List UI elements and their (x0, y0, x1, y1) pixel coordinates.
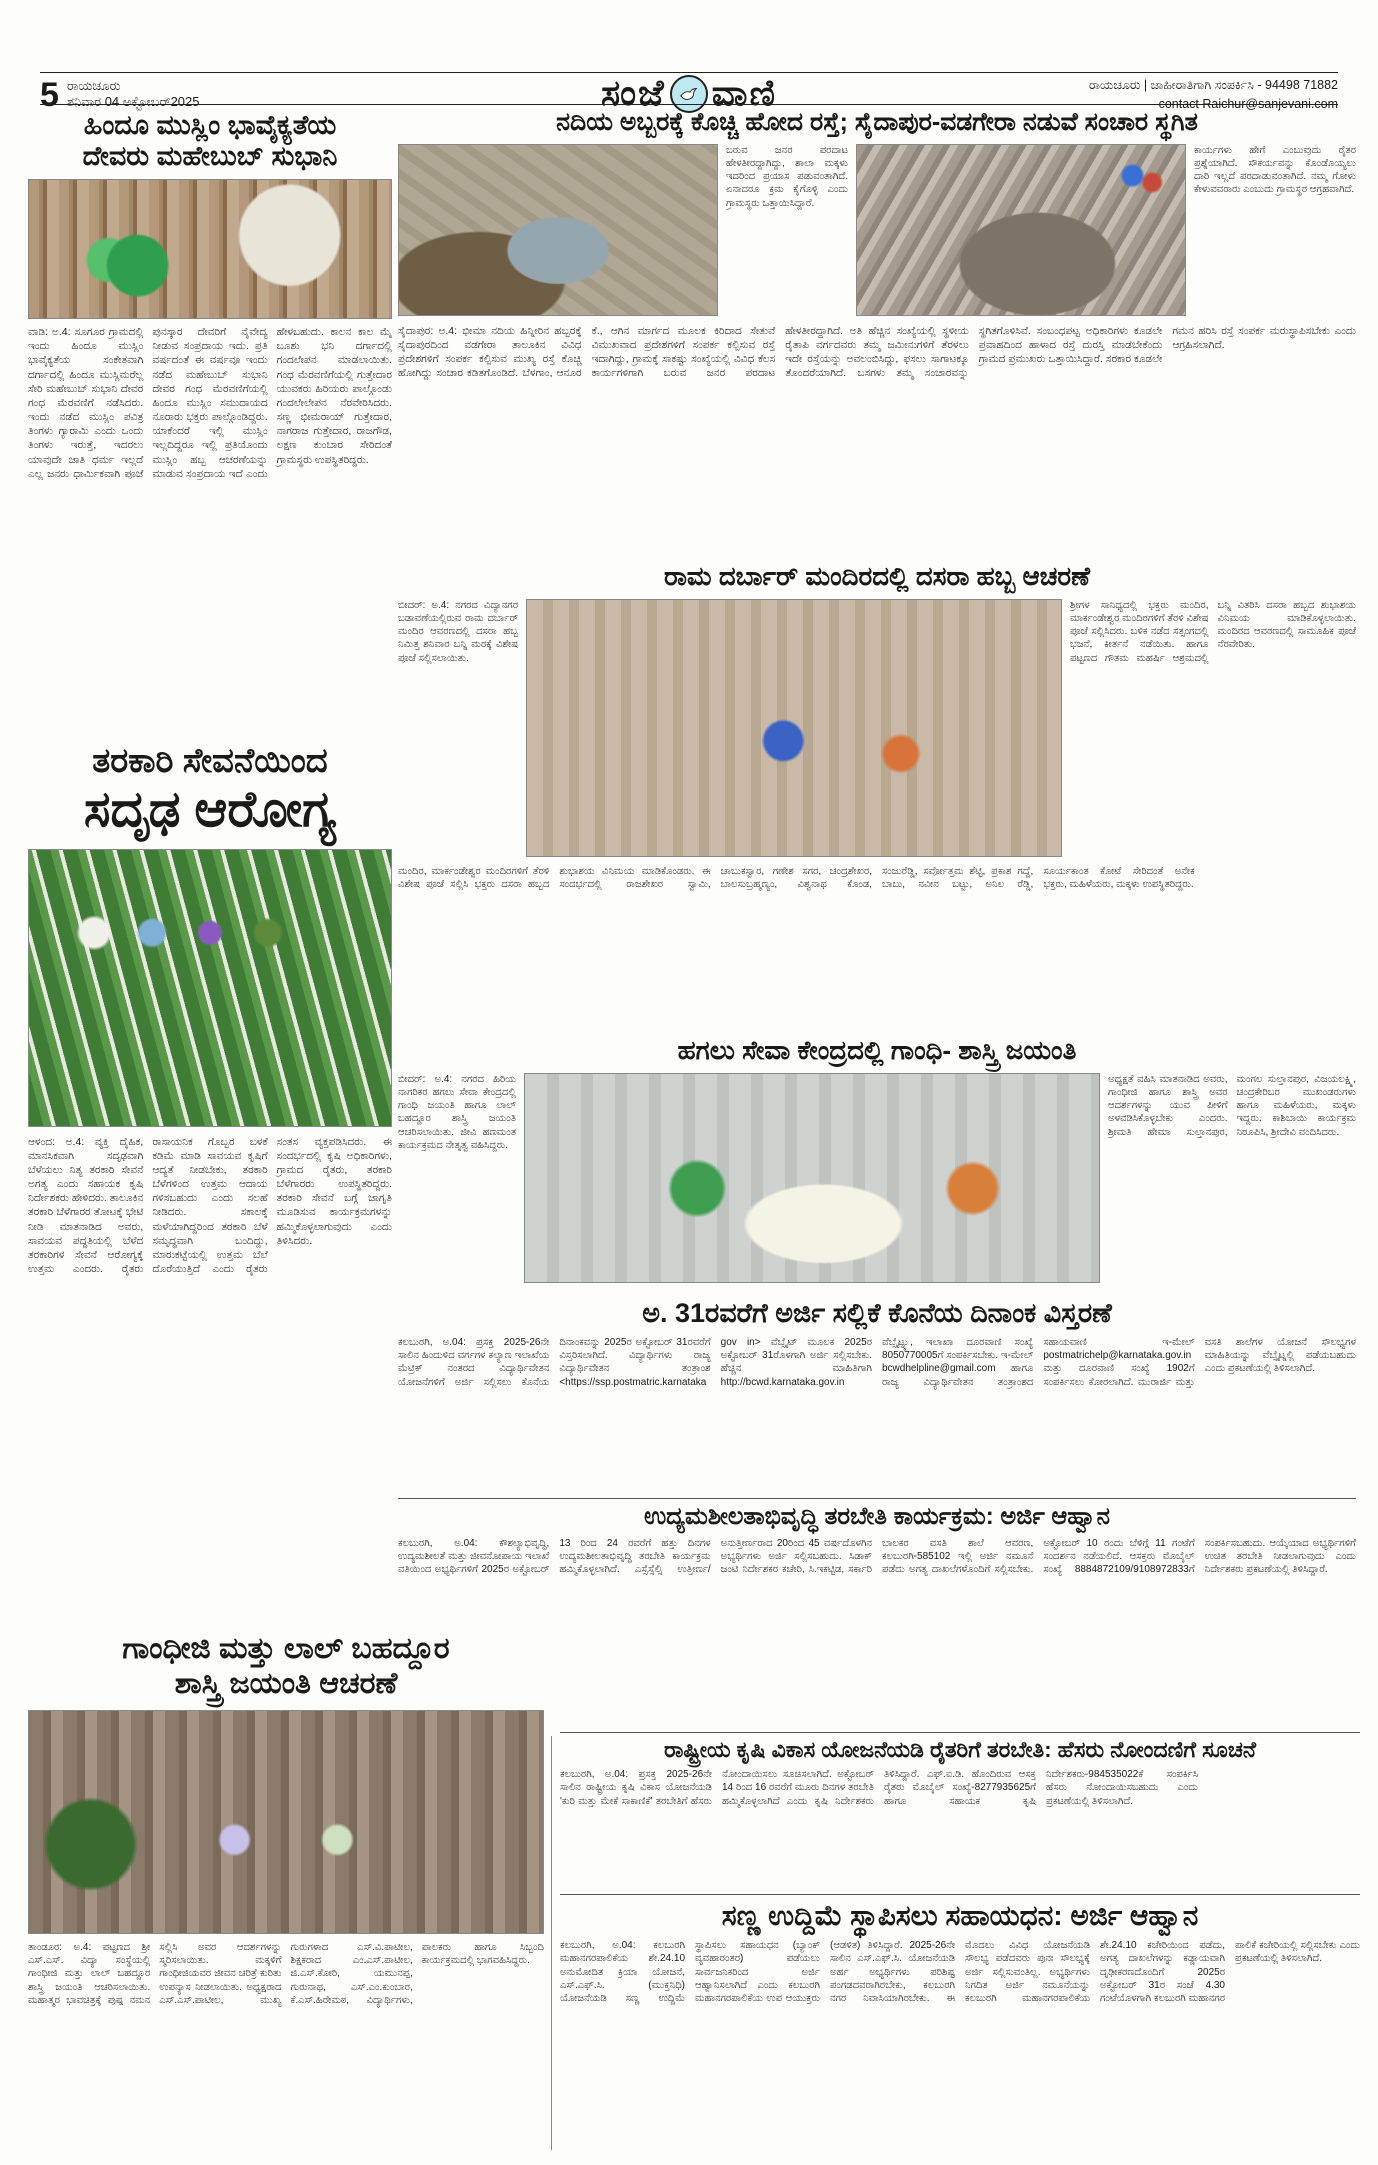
daycare-left-column: ಬೀದರ್: ಅ.4: ನಗರದ ಹಿರಿಯ ನಾಗರಿಕರ ಹಗಲು ಸೇವಾ ಕೇಂದ್ರದಲ್ಲಿ ಗಾಂಧಿ ಜಯಂತಿ ಹಾಗೂ ಲಾಲ್ ಬಹದ್ದೂರ ಶಾಸ್ತ್ರಿ ಜಯಂತಿ ಆಚರಿಸಲಾಯಿತು. ಜೀವಿ ಹಣಮಂತ ಕಾರ್ಯಕ್ರಮದ ನೇತೃತ್ವ ವಹಿಸಿದ್ದರು. (398, 1073, 516, 1151)
headline-veggie: ತರಕಾರಿ ಸೇವನೆಯಿಂದ ಸದೃಢ ಆರೋಗ್ಯ (83, 742, 337, 838)
contact-email: contact Raichur@sanjevani.com (1158, 96, 1338, 111)
photo-flood-road-right (856, 144, 1186, 316)
photo-school-jayanti-group (28, 1710, 544, 1934)
article-river-road (398, 108, 1356, 562)
article-ram-darbar (398, 562, 1356, 993)
headline-gandhi-shastri: ಗಾಂಧೀಜಿ ಮತ್ತು ಲಾಲ್ ಬಹದ್ದೂರ ಶಾಸ್ತ್ರಿ ಜಯಂತಿ ಆಚರಣೆ (122, 1632, 450, 1700)
article-krishi-training (560, 1732, 1360, 1886)
body-deadline: ಕಲಬುರಗಿ, ಅ.04: ಪ್ರಸಕ್ತ 2025-26ನೇ ಸಾಲಿನ ಹಿಂದುಳಿದ ವರ್ಗಗಳ ಕಲ್ಯಾಣ ಇಲಾಖೆಯ ಮೆಟ್ರಿಕ್ ನಂತರದ ವಿದ್ಯಾರ್ಥಿವೇತನ ಯೋಜನೆಗಳಿಗೆ ಅರ್ಜಿ ಸಲ್ಲಿಸಲು ಕೊನೆಯ ದಿನಾಂಕವನ್ನು 2025ರ ಅಕ್ಟೋಬರ್ 31ರವರೆಗೆ ವಿಸ್ತರಿಸಲಾಗಿದೆ. ವಿದ್ಯಾರ್ಥಿಗಳು ರಾಜ್ಯ ವಿದ್ಯಾರ್ಥಿವೇತನ ತಂತ್ರಾಂಶ <https://ssp.postmatric.karnataka gov in> ವೆಬ್ಸೈಟ್ ಮೂಲಕ 2025ರ ಅಕ್ಟೋಬರ್ 31ರೊಳಗಾಗಿ ಅರ್ಜಿ ಸಲ್ಲಿಸಬೇಕು. ಹೆಚ್ಚಿನ ಮಾಹಿತಿಗಾಗಿ http://bcwd.karnataka.gov.in ವೆಬ್ಸೈಟ್ನ್ನು, ಇಲಾಖಾ ದೂರವಾಣಿ ಸಂಖ್ಯೆ 8050770005ಗೆ ಸಂಪರ್ಕಿಸಬೇಕು. ಇ-ಮೇಲ್ bcwdhelpline@gmail.com ಹಾಗೂ ರಾಜ್ಯ ವಿದ್ಯಾರ್ಥಿವೇತನ ತಂತ್ರಾಂಶದ ಸಹಾಯವಾಣಿ ಇ-ಮೇಲ್ postmatrichelp@karnataka.gov.in ಮತ್ತು ದೂರವಾಣಿ ಸಂಖ್ಯೆ 1902ಗೆ ಸಂಪರ್ಕಿಸಲು ಕೋರಲಾಗಿದೆ. ಮುರಾರ್ಜಿ ಮತ್ತು ವಸತಿ ಶಾಲೆಗಳ ಯೋಜನೆ ಸೌಲಭ್ಯಗಳ ಮಾಹಿತಿಯನ್ನು ವೆಬ್ಸೈಟ್ನಲ್ಲಿ ಪಡೆಯಬಹುದು ಎಂದು ಪ್ರಕಟಣೆಯಲ್ಲಿ ತಿಳಿಸಲಾಗಿದೆ. (398, 1337, 1356, 1388)
masthead-left-text: ಸಂಜೆ (600, 73, 666, 113)
body-krishi: ಕಲಬುರಗಿ, ಅ.04: ಪ್ರಸಕ್ತ 2025-26ನೇ ಸಾಲಿನ ರಾಷ್ಟ್ರೀಯ ಕೃಷಿ ವಿಕಾಸ ಯೋಜನೆಯಡಿ 'ಕುರಿ ಮತ್ತು ಮೇಕೆ ಸಾಕಾಣಿಕೆ' ತರಬೇತಿಗೆ ಹೆಸರು ನೋಂದಾಯಿಸಲು ಸೂಚಿಸಲಾಗಿದೆ. ಅಕ್ಟೋಬರ್ 14 ರಿಂದ 16 ರವರೆಗೆ ಮೂರು ದಿನಗಳ ತರಬೇತಿ ಹಮ್ಮಿಕೊಳ್ಳಲಾಗಿದೆ ಎಂದು ಕೃಷಿ ನಿರ್ದೇಶಕರು ತಿಳಿಸಿದ್ದಾರೆ. ಎಫ್.ಐ.ಡಿ. ಹೊಂದಿರುವ ಆಸಕ್ತ ರೈತರು ಮೊಬೈಲ್ ಸಂಖ್ಯೆ-8277935625ಗೆ ಹಾಗೂ ಸಹಾಯಕ ಕೃಷಿ ನಿರ್ದೇಶಕರು-984535022ಕೆ ಸಂಪರ್ಕಿಸಿ ಹೆಸರು ನೋಂದಾಯಿಸಬಹುದು ಎಂದು ಪ್ರಕಟಣೆಯಲ್ಲಿ ತಿಳಿಸಲಾಗಿದೆ. (560, 1769, 1198, 1807)
ram-darbar-left-column: ಬೀದರ್: ಅ.4: ನಗರದ ವಿದ್ಯಾನಗರ ಬಡಾವಣೆಯಲ್ಲಿರುವ ರಾಮ ದರ್ಬಾರ್ ಮಂದಿರ ಆವರಣದಲ್ಲಿ ದಸರಾ ಹಬ್ಬ ನಿಮಿತ್ತ ಶನಿವಾರ ಬನ್ನಿ ಮರಕ್ಕೆ ವಿಶೇಷ ಪೂಜೆ ಸಲ್ಲಿಸಲಾಯಿತು. (398, 599, 518, 664)
headline-daycare: ಹಗಲು ಸೇವಾ ಕೇಂದ್ರದಲ್ಲಿ ಗಾಂಧಿ- ಶಾಸ್ತ್ರಿ ಜಯಂತಿ (677, 1035, 1077, 1065)
article-deadline-extension (398, 1298, 1356, 1488)
page-edition-block (40, 78, 200, 112)
article-veggie-health (28, 742, 392, 1523)
edition-date-text: ಶನಿವಾರ 04 ಅಕ್ಟೋಬರ್2025 (66, 94, 200, 110)
masthead-right-text: ವಾಣಿ (711, 73, 778, 113)
headline-ram-darbar: ರಾಮ ದರ್ಬಾರ್ ಮಂದಿರದಲ್ಲಿ ದಸರಾ ಹಬ್ಬ ಆಚರಣೆ (663, 561, 1091, 591)
edition-name: ರಾಯಚೂರು (66, 78, 121, 93)
river-mid-column: ಬರುವ ಜನರ ಪರದಾಟ ಹೇಳತೀರದ್ದಾಗಿದ್ದು, ಶಾಲಾ ಮಕ್ಕಳು ಇದರಿಂದ ಪ್ರಯಾಸ ಪಡುವಂತಾಗಿದೆ. ಏನಾದರೂ ಕ್ರಮ ಕೈಗೊಳ್ಳಿ ಎಂದು ಗ್ರಾಮಸ್ಥರು ಒತ್ತಾಯಿಸಿದ್ದಾರೆ. (726, 144, 848, 209)
photo-gandha-procession (28, 179, 392, 319)
body-river-road: ಸೈದಾಪುರ: ಅ.4: ಭೀಮಾ ನದಿಯ ಹಿನ್ನೀರಿನ ಹಬ್ಬರಕ್ಕೆ ಸೈದಾಪುರದಿಂದ ವಡಗೇರಾ ತಾಲೂಕಿನ ವಿವಿಧ ಪ್ರದೇಶಗಳಿಗೆ ಸಂಪರ್ಕ ಕಲ್ಪಿಸುವ ಮುಖ್ಯ ರಸ್ತೆ ಕೊಚ್ಚಿ ಹೋಗಿದ್ದು ಸಂಚಾರ ಕಡಿತಗೊಂಡಿದೆ. ಬೆಳಗಾಂ, ಆನೂರ ಕೆ., ಆಗಿನ ಮಾರ್ಗದ ಮೂಲಕ ಕಿರಿದಾದ ಸೇತುವೆ ವಿಮುಖವಾದ ಪ್ರದೇಶಗಳಿಗೆ ಸಂಪರ್ಕ ಕಲ್ಪಿಸುವ ರಸ್ತೆ ಇದಾಗಿದ್ದು, ಗ್ರಾಮಕ್ಕೆ ಸಾಕಷ್ಟು ಸಂಖ್ಯೆಯಲ್ಲಿ ವಿವಿಧ ಕೆಲಸ ಕಾರ್ಯಗಳಿಗಾಗಿ ಬರುವ ಜನರ ಪರದಾಟ ಹೇಳತೀರದ್ದಾಗಿದೆ. ಅತಿ ಹೆಚ್ಚಿನ ಸಂಖ್ಯೆಯಲ್ಲಿ ಸ್ಥಳೀಯ ರೈತಾಪಿ ವರ್ಗದವರು ತಮ್ಮ ಜಮೀನುಗಳಿಗೆ ತೆರಳಲು ಇದೇ ರಸ್ತೆಯನ್ನು ಅವಲಂಬಿಸಿದ್ದು, ಫಸಲು ಸಾಗಾಟಕ್ಕೂ ತೊಂದರೆಯಾಗಿದೆ. ಬಸಗಳು ತಮ್ಮ ಸಂಚಾರವನ್ನು ಸ್ಥಗಿತಗೊಳಿಸಿವೆ. ಸಂಬಂಧಪಟ್ಟ ಅಧಿಕಾರಿಗಳು ಕೂಡಲೇ ಪ್ರವಾಹದಿಂದ ಹಾಳಾದ ರಸ್ತೆ ದುರಸ್ತಿ ಮಾಡಬೇಕೆಂದು ಗ್ರಾಮದ ಪ್ರಮುಖರು ಒತ್ತಾಯಿಸಿದ್ದಾರೆ. ಸರಕಾರ ಕೂಡಲೇ ಗಮನ ಹರಿಸಿ ರಸ್ತೆ ಸಂಪರ್ಕ ಮರುಸ್ಥಾಪಿಸಬೇಕು ಎಂದು ಆಗ್ರಹಿಸಲಾಗಿದೆ. (398, 324, 1356, 380)
bottom-vertical-rule (551, 1736, 552, 2150)
article-gandhi-shastri (28, 1632, 544, 2097)
body-udyama: ಕಲಬುರಗಿ, ಅ.04: ಕೌಶಲ್ಯಾಭಿವೃದ್ಧಿ, ಉದ್ಯಮಶೀಲತೆ ಮತ್ತು ಜೀವನೋಪಾಯ ಇಲಾಖೆ ವತಿಯಿಂದ ಅಭ್ಯರ್ಥಿಗಳಿಗೆ 2025ರ ಅಕ್ಟೋಬರ್ 13 ರಿಂದ 24 ರವರೆಗೆ ಹತ್ತು ದಿನಗಳ ಉದ್ಯಮಶೀಲತಾಭಿವೃದ್ಧಿ ತರಬೇತಿ ಕಾರ್ಯಕ್ರಮ ಹಮ್ಮಿಕೊಳ್ಳಲಾಗಿದೆ. ಎಸ್ಸೆಸ್ಸೆಲ್ಸಿ ಉತ್ತೀರ್ಣ/ಅನುತ್ತೀರ್ಣರಾದ 20ರಿಂದ 45 ವರ್ಷದೊಳಗಿನ ಅಭ್ಯರ್ಥಿಗಳು ಅರ್ಜಿ ಸಲ್ಲಿಸಬಹುದು. ಸಿಡಾಕ್ ಜಂಟಿ ನಿರ್ದೇಶಕರ ಕಚೇರಿ, ಸಿ.ಇಕಟ್ಟಿಡ, ಸರ್ಕಾರಿ ಬಾಲಕರ ವಸತಿ ಶಾಲೆ ಆವರಣ, ಕಲಬುರಗಿ-585102 ಇಲ್ಲಿ ಅರ್ಜಿ ನಮೂನೆ ಪಡೆದು ಅಗತ್ಯ ದಾಖಲೆಗಳೊಂದಿಗೆ ಸಲ್ಲಿಸಬೇಕು. ಅಕ್ಟೋಬರ್ 10 ರಂದು ಬೆಳಿಗ್ಗೆ 11 ಗಂಟೆಗೆ ಸಂದರ್ಶನ ನಡೆಯಲಿದೆ. ಆಸಕ್ತರು ಮೊಬೈಲ್ ಸಂಖ್ಯೆ 8884872109/9108972833ಗೆ ಸಂಪರ್ಕಿಸಬಹುದು. ಆಯ್ಕೆಯಾದ ಅಭ್ಯರ್ಥಿಗಳಿಗೆ ಉಚಿತ ತರಬೇತಿ ನೀಡಲಾಗುವುದು ಎಂದು ನಿರ್ದೇಶಕರು ಪ್ರಕಟಣೆಯಲ್ಲಿ ತಿಳಿಸಿದ್ದಾರೆ. (398, 1537, 1356, 1575)
article-sanna-udyime (560, 1894, 1360, 2135)
page-number: 5 (40, 76, 59, 114)
headline-deadline: ಅ. 31ರವರೆಗೆ ಅರ್ಜಿ ಸಲ್ಲಿಕೆ ಕೊನೆಯ ದಿನಾಂಕ ವಿಸ್ತರಣೆ (642, 1298, 1112, 1328)
body-veggie: ಆಳಂದ: ಅ.4: ವ್ಯಕ್ತಿ ದೈಹಿಕ, ಮಾನಸಿಕವಾಗಿ ಸದೃಢವಾಗಿ ಬೆಳೆಯಲು ನಿತ್ಯ ತರಕಾರಿ ಸೇವನೆ ಅಗತ್ಯ ಎಂದು ಸಹಾಯಕ ಕೃಷಿ ನಿರ್ದೇಶಕರು ಹೇಳಿದರು. ತಾಲೂಕಿನ ತರಕಾರಿ ಬೆಳೆಗಾರರ ತೋಟಕ್ಕೆ ಭೇಟಿ ನೀಡಿ ಮಾತನಾಡಿದ ಅವರು, ಸಾವಯವ ಪದ್ಧತಿಯಲ್ಲಿ ಬೆಳೆದ ತರಕಾರಿಗಳ ಸೇವನೆ ಆರೋಗ್ಯಕ್ಕೆ ಉತ್ತಮ ಎಂದರು. ರೈತರು ರಾಸಾಯನಿಕ ಗೊಬ್ಬರ ಬಳಕೆ ಕಡಿಮೆ ಮಾಡಿ ಸಾವಯವ ಕೃಷಿಗೆ ಆದ್ಯತೆ ನೀಡಬೇಕು, ತರಕಾರಿ ಬೆಳೆಗಳಿಂದ ಉತ್ತಮ ಆದಾಯ ಗಳಿಸಬಹುದು ಎಂದು ಸಲಹೆ ನೀಡಿದರು. ಸಕಾಲಕ್ಕೆ ಮಳೆಯಾಗಿದ್ದರಿಂದ ತರಕಾರಿ ಬೆಳೆ ಸಮೃದ್ಧವಾಗಿ ಬಂದಿದ್ದು, ಮಾರುಕಟ್ಟೆಯಲ್ಲಿ ಉತ್ತಮ ಬೆಲೆ ದೊರೆಯುತ್ತಿದೆ ಎಂದು ರೈತರು ಸಂತಸ ವ್ಯಕ್ತಪಡಿಸಿದರು. ಈ ಸಂದರ್ಭದಲ್ಲಿ ಕೃಷಿ ಅಧಿಕಾರಿಗಳು, ಗ್ರಾಮದ ರೈತರು, ತರಕಾರಿ ಬೆಳೆಗಾರರು ಉಪಸ್ಥಿತರಿದ್ದರು. ತರಕಾರಿ ಸೇವನೆ ಬಗ್ಗೆ ಜಾಗೃತಿ ಮೂಡಿಸುವ ಕಾರ್ಯಕ್ರಮಗಳನ್ನು ಹಮ್ಮಿಕೊಳ್ಳಲಾಗುವುದು ಎಂದು ತಿಳಿಸಿದರು. (28, 1135, 392, 1276)
ram-darbar-bottom-columns: ಮಂದಿರ, ಮಾರ್ಕಂಡೇಶ್ವರ ಮಂದಿರಗಳಿಗೆ ತೆರಳಿ ವಿಶೇಷ ಪೂಜೆ ಸಲ್ಲಿಸಿ ಭಕ್ತರು ದಸರಾ ಹಬ್ಬದ ಶುಭಾಶಯ ವಿನಿಮಯ ಮಾಡಿಕೊಂಡರು. ಈ ಸಂದರ್ಭದಲ್ಲಿ ರಾಜಶೇಖರ ಸ್ವಾಮಿ, ಚಾಬುಕಸ್ವಾರ, ಗಣೇಶ ಸಗರ, ಚಂದ್ರಶೇಖರ, ಬಾಲಸುಬ್ರಹ್ಮಣ್ಯಂ, ವಿಶ್ವನಾಥ ಕೊಂಡ, ಸಂಜುರೆಡ್ಡಿ, ಸರ್ವೋತ್ತಮ ಶೆಟ್ಟಿ, ಪ್ರಕಾಶ ಗದ್ದೆ, ಬಾಬು, ನವೀನ ಬಟ್ಟು, ಅನಿಲ ರೆಡ್ಡಿ, ಸೂರ್ಯಕಾಂತ ಕೋಟೆ ಸೇರಿದಂತೆ ಅನೇಕ ಭಕ್ತರು, ಮಹಿಳೆಯರು, ಮಕ್ಕಳು ಉಪಸ್ಥಿತರಿದ್ದರು. (398, 865, 1195, 891)
headline-udyama: ಉದ್ಯಮಶೀಲತಾಭಿವೃದ್ಧಿ ತರಬೇತಿ ಕಾರ್ಯಕ್ರಮ: ಅರ್ಜಿ ಆಹ್ವಾನ (643, 1503, 1111, 1530)
body-hindu-muslim: ವಾಡಿ: ಅ.4: ಸೂಗೂರ ಗ್ರಾಮದಲ್ಲಿ ಇಂದು ಹಿಂದೂ ಮುಸ್ಲಿಂ ಭಾವೈಕ್ಯತೆಯ ಸಂಕೇತವಾಗಿ ದರ್ಗಾದಲ್ಲಿ ಹಿಂದೂ ಮುಸ್ಲಿಮರೆಲ್ಲ ಸೇರಿ ಮಹೇಬುಬ್ ಸುಭಾನಿ ದೇವರ ಗಂಧ ಮೆರವಣಿಗೆ ನಡೆಸಿದರು. ಇಂದು ನಡೆದ ಮುಸ್ಲಿಂ ಪವಿತ್ರ ತಿಂಗಳು ಗ್ಯಾರಾಮಿ ಎಂದು ಒಂದು ತಿಂಗಳು ಇರುತ್ತೆ, ಇದರಲು ಯಾವುದೇ ಜಾತಿ ಧರ್ಮ ಇಲ್ಲದೆ ಎಲ್ಲ ಜನರು ಧಾರ್ಮಿಕವಾಗಿ ಪೂಜೆ ಪುನಸ್ಕಾರ ದೇವರಿಗೆ ನೈವೇದ್ಯ ನೀಡುವ ಸಂಪ್ರದಾಯ ಇದು. ಪ್ರತಿ ವರ್ಷದಂತೆ ಈ ವರ್ಷವೂ ಇಂದು ನಡೆದ ಮಹೇಬುಬ್ ಸುಭಾನಿ ದೇವರ ಗಂಧ ಮೆರವಣಿಗೆಯಲ್ಲಿ ಹಿಂದೂ ಮುಸ್ಲಿಂ ಸಮುದಾಯದ ನೂರಾರು ಭಕ್ತರು ಪಾಲ್ಗೊಂಡಿದ್ದರು. ಯಾಕೆಂದರೆ ಇಲ್ಲಿ ಮುಸ್ಲಿಂ ಇಲ್ಲದಿದ್ದರೂ ಇಲ್ಲಿ ಪ್ರತಿಯೊಂದು ಮುಸ್ಲಿಂ ಹಬ್ಬ ಆಚರಣೆಯನ್ನು ಮಾಡುವ ಸಂಪ್ರದಾಯ ಇದೆ ಎಂದು ಹೇಳಬಹುದು. ಕಾಲನ ಕಾಲ ಮೈ ಬೂಶು ಭನಿ ದರ್ಗಾದಲ್ಲಿ ಗಂದಲೇಪನ ಮಾಡಲಾಯಿತು. ಗಂಧ ಮೆರವಣಿಗೆಯಲ್ಲಿ ಗುತ್ತೇದಾರ ಯುವಕರು ಹಿರಿಯರು ಪಾಲ್ಗೊಂಡು ಗಂದಲೇಲೇಪನ ನೆರವೇರಿಸಿದರು. ಸಣ್ಣ ಭೀಮರಾಯ್ ಗುತ್ತೇದಾರ, ನಾಗರಾಜ ಗುತ್ತೇದಾರ, ರಾಜಗೌಡ, ಲಕ್ಷಣ ಕುಂಬಾರ ಸೇರಿದಂತೆ ಗ್ರಾಮಸ್ಥರು ಉಪಸ್ಥಿತರಿದ್ದರು. (28, 326, 392, 480)
river-right-column: ಕಾರ್ಯಗಳು ಹೇಗೆ ಎಂಬುವುದು ರೈತರ ಪ್ರಶ್ನೆಯಾಗಿದೆ. ಸೌಕರ್ಯವನ್ನು ಕೊಂಡೊಯ್ಯಲು ದಾರಿ ಇಲ್ಲದೆ ಪರದಾಡುವಂತಾಗಿದೆ. ನಮ್ಮ ಗೋಳು ಕೇಳುವವರಾರು ಎಂಬುದು ಗ್ರಾಮಸ್ಥರ ಆಗ್ರಹವಾಗಿದೆ. (1194, 144, 1356, 196)
headline-sanna: ಸಣ್ಣ ಉದ್ದಿಮೆ ಸ್ಥಾಪಿಸಲು ಸಹಾಯಧನ: ಅರ್ಜಿ ಆಹ್ವಾನ (721, 1900, 1199, 1931)
masthead-bird-icon (670, 75, 708, 113)
article-daycare-jayanti (398, 1036, 1356, 1283)
header-bottom-rule (40, 104, 1338, 105)
photo-vegetable-field (28, 849, 392, 1127)
article-hindu-muslim (28, 110, 392, 737)
photo-flood-road-left (398, 144, 718, 316)
daycare-right-columns: ಅಧ್ಯಕ್ಷತೆ ವಹಿಸಿ ಮಾತನಾಡಿದ ಅವರು, ಗಾಂಧೀಜಿ ಹಾಗೂ ಶಾಸ್ತ್ರಿ ಅವರ ಆದರ್ಶಗಳನ್ನು ಯುವ ಪೀಳಿಗೆ ಅಳವಡಿಸಿಕೊಳ್ಳಬೇಕು ಎಂದರು. ಶ್ರೀಮತಿ ಹೇಮಾ ಸುಲ್ತಾನಪುರ, ಮಂಗಲ ಸುಲ್ತಾನಪುರ, ವಿಜಯಲಕ್ಷ್ಮಿ, ಚಂದ್ರಕೇರಿಬರ ಮುಖಂಡರುಗಳು ಹಾಗೂ ಮಹಿಳೆಯರು, ಮಕ್ಕಳು ಇದ್ದರು. ಕಾಶಿಬಾಯಿ ಕಾರ್ಯಕ್ರಮ ನಿರೂಪಿಸಿ, ಶ್ರೀದೇವಿ ವಂದಿಸಿದರು. (1108, 1073, 1356, 1138)
contact-line: ರಾಯಚೂರು | ಜಾಹೀರಾತಿಗಾಗಿ ಸಂಪರ್ಕಿಸಿ - 94498 71882 (1088, 78, 1338, 92)
ram-darbar-right-columns: ಶ್ರೀಗಳ ಸಾನಿಧ್ಯದಲ್ಲಿ ಭಕ್ತರು ಮಂದಿರ, ಮಾರ್ಕಂಡೇಶ್ವರ ಮಂದಿರಗಳಿಗೆ ತೆರಳಿ ವಿಶೇಷ ಪೂಜೆ ಸಲ್ಲಿಸಿದರು. ಬಳಿಕ ನಡೆದ ಸತ್ಸಂಗದಲ್ಲಿ ಭಜನೆ, ಕೀರ್ತನೆ ನಡೆಯಿತು. ಹಾಗೂ ಪಟ್ಟಣದ ಗೌತಮ ಮಹರ್ಷಿ ಆಶ್ರಮದಲ್ಲಿ ಬನ್ನಿ ವಿತರಿಸಿ ದಸರಾ ಹಬ್ಬದ ಶುಭಾಶಯ ವಿನಿಮಯ ಮಾಡಿಕೊಳ್ಳಲಾಯಿತು. ಮಂದಿರದ ಆವರಣದಲ್ಲಿ ಸಾಮೂಹಿಕ ಪೂಜೆ ನೆರವೇರಿತು. (1070, 599, 1356, 664)
headline-hindu-muslim: ಹಿಂದೂ ಮುಸ್ಲಿಂ ಭಾವೈಕ್ಯತೆಯ ದೇವರು ಮಹೇಬುಬ್ ಸುಭಾನಿ (82, 110, 338, 172)
body-gandhi-shastri: ತಾಂಡೂರ: ಅ.4: ಪಟ್ಟಣದ ಶ್ರೀ ಎಸ್.ಎಸ್. ವಿದ್ಯಾ ಸಂಸ್ಥೆಯಲ್ಲಿ ಗಾಂಧೀಜಿ ಮತ್ತು ಲಾಲ್ ಬಹದ್ದೂರ ಶಾಸ್ತ್ರಿ ಜಯಂತಿ ಆಚರಿಸಲಾಯಿತು. ಮಹಾತ್ಮರ ಭಾವಚಿತ್ರಕ್ಕೆ ಪುಷ್ಪ ನಮನ ಸಲ್ಲಿಸಿ ಅವರ ಆದರ್ಶಗಳನ್ನು ಸ್ಮರಿಸಲಾಯಿತು. ಮಕ್ಕಳಿಗೆ ಗಾಂಧೀಜಿಯವರ ಜೀವನ ಚರಿತ್ರೆ ಕುರಿತು ಉಪನ್ಯಾಸ ನೀಡಲಾಯಿತು. ಅಧ್ಯಕ್ಷರಾದ ಎಸ್.ಎಸ್.ಪಾಟೀಲ, ಮುಖ್ಯ ಗುರುಗಳಾದ ಎಸ್.ವಿ.ಪಾಟೀಲ, ಶಿಕ್ಷಕರಾದ ಎಂ.ಎಸ್.ಪಾಟೀಲ, ಜಿ.ಎಸ್.ಕೋರಿ, ಯಮುನಪ್ಪ, ಗುರುನಾಥ, ಎಸ್.ಎಂ.ಕುಂಬಾರ, ಕೆ.ಎಸ್.ಹಿರೇಮಠ, ವಿದ್ಯಾರ್ಥಿಗಳು, ಪಾಲಕರು ಹಾಗೂ ಸಿಬ್ಬಂದಿ ಕಾರ್ಯಕ್ರಮದಲ್ಲಿ ಭಾಗವಹಿಸಿದ್ದರು. (28, 1942, 544, 2006)
edition-date (67, 78, 200, 112)
headline-krishi: ರಾಷ್ಟ್ರೀಯ ಕೃಷಿ ವಿಕಾಸ ಯೋಜನೆಯಡಿ ರೈತರಿಗೆ ತರಬೇತಿ: ಹೆಸರು ನೋಂದಣಿಗೆ ಸೂಚನೆ (664, 1737, 1256, 1762)
photo-daycare-event (524, 1073, 1100, 1283)
body-sanna: ಕಲಬುರಗಿ, ಅ.04: ಕಲಬುರಗಿ ಮಹಾನಗರಪಾಲಿಕೆಯ ಶೇ.24.10 ಅನುಮೋದಿತ ಕ್ರಿಯಾ ಯೋಜನೆ, ಎಸ್.ಎಫ್.ಸಿ. (ಮುಕ್ತನಿಧಿ) ಯೋಜನೆಯಡಿ ಸಣ್ಣ ಉದ್ದಿಮೆ ಸ್ಥಾಪಿಸಲು ಸಹಾಯಧನ (ಬ್ಯಾಂಕ್ ವ್ಯವಹಾರಂತರ) ಪಡೆಯಲು ಸಾರ್ವಜನಿಕರಿಂದ ಅರ್ಜಿ ಆಹ್ವಾನಿಸಲಾಗಿದೆ ಎಂದು ಕಲಬುರಗಿ ಮಹಾನಗರಪಾಲಿಕೆಯ ಉಪ ಆಯುಕ್ತರು (ಆಡಳಿತ) ತಿಳಿಸಿದ್ದಾರೆ. 2025-26ನೇ ಸಾಲಿನ ಎಸ್.ಎಫ್.ಸಿ. ಯೋಜನೆಯಡಿ ಅರ್ಹ ಅಭ್ಯರ್ಥಿಗಳು ಪರಿಶಿಷ್ಟ ಪಂಗಡದವರಾಗಿರಬೇಕು, ಕಲಬುರಗಿ ನಗರ ನಿವಾಸಿಯಾಗಿರಬೇಕು. ಈ ಮೊದಲು ವಿವಿಧ ಯೋಜನೆಯಡಿ ಸೌಲಭ್ಯ ಪಡೆದವರು ಪುನಃ ಸೌಲಭ್ಯಕ್ಕೆ ಅರ್ಜಿ ಸಲ್ಲಿಸುವಂತಿಲ್ಲ. ಅಭ್ಯರ್ಥಿಗಳು ನಿಗದಿತ ಅರ್ಜಿ ನಮೂನೆಯನ್ನು ಕಲಬುರಗಿ ಮಹಾನಗರಪಾಲಿಕೆಯ ಶೇ.24.10 ಕಚೇರಿಯಿಂದ ಪಡೆದು, ಅಗತ್ಯ ದಾಖಲೆಗಳನ್ನು ಕಡ್ಡಾಯವಾಗಿ ದೃಢೀಕರಣದೊಂದಿಗೆ 2025ರ ಅಕ್ಟೋಬರ್ 31ರ ಸಂಜೆ 4.30 ಗಂಟೆಯೊಳಗಾಗಿ ಕಲಬುರಗಿ ಮಹಾನಗರ ಪಾಲಿಕೆ ಕಚೇರಿಯಲ್ಲಿ ಸಲ್ಲಿಸಬೇಕು ಎಂದು ಪ್ರಕಟಣೆಯಲ್ಲಿ ತಿಳಿಸಲಾಗಿದೆ. (560, 1940, 1360, 2004)
headline-river-road: ನದಿಯ ಅಬ್ಬರಕ್ಕೆ ಕೊಚ್ಚಿ ಹೋದ ರಸ್ತೆ; ಸೈದಾಪುರ-ವಡಗೇರಾ ನಡುವೆ ಸಂಚಾರ ಸ್ಥಗಿತ (556, 108, 1198, 136)
photo-ram-darbar-pooja (526, 599, 1062, 857)
